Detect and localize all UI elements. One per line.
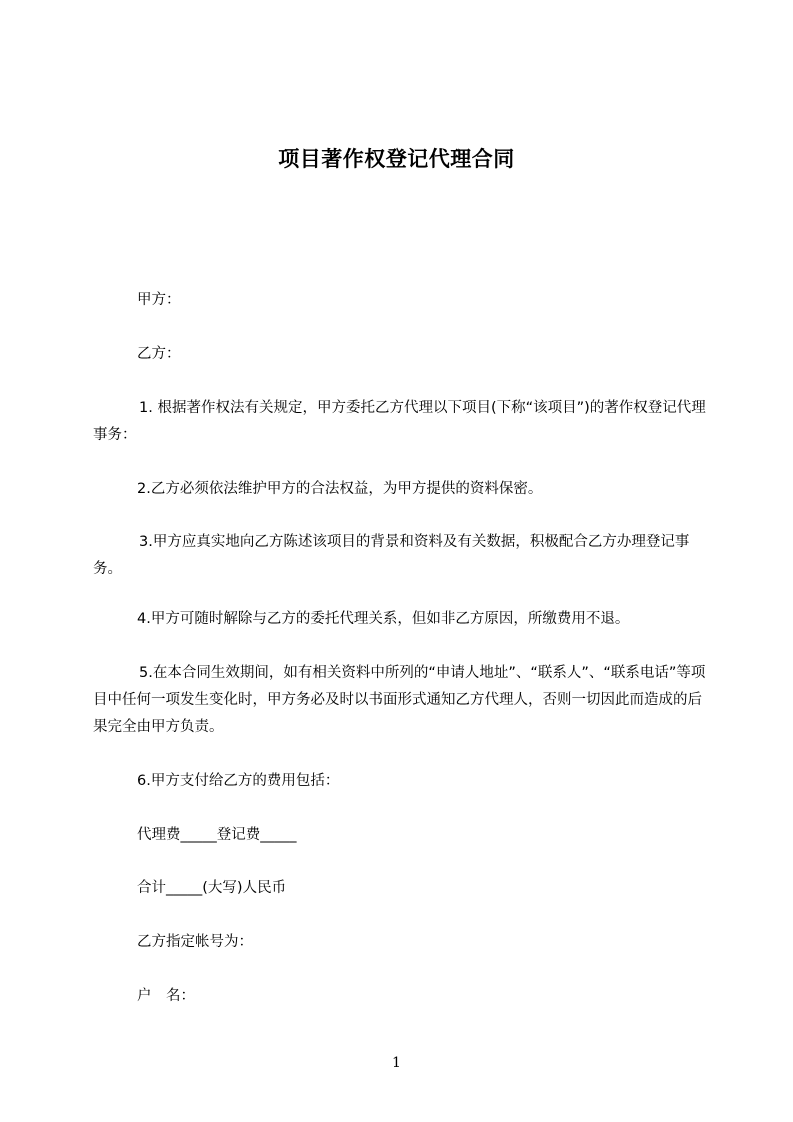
fee-items: 代理费_____登记费_____ [137,827,297,843]
document-title: 项目著作权登记代理合同 [278,147,515,171]
clause-1: 1. 根据著作权法有关规定，甲方委托乙方代理以下项目(下称“该项目”)的著作权登记代理事务： [93,400,706,443]
fee-total: 合计_____(大写)人民币 [137,880,287,896]
account-label: 乙方指定帐号为： [137,934,253,950]
clause-6: 6.甲方支付给乙方的费用包括： [137,773,340,789]
clause-3: 3.甲方应真实地向乙方陈述该项目的背景和资料及有关数据，积极配合乙方办理登记事务。 [93,534,690,577]
party-a-label: 甲方： [137,292,181,308]
clause-2: 2.乙方必须依法维护甲方的合法权益，为甲方提供的资料保密。 [137,481,543,497]
party-b-label: 乙方： [137,346,181,362]
page-number: 1 [392,1055,401,1071]
clause-4: 4.甲方可随时解除与乙方的委托代理关系，但如非乙方原因，所缴费用不退。 [137,611,630,627]
account-name-label: 户 名： [137,988,195,1004]
clause-5: 5.在本合同生效期间，如有相关资料中所列的“申请人地址”、“联系人”、“联系电话”等项目中任何一项发生变化时，甲方务必及时以书面形式通知乙方代理人，否则一切因此而造成的后果完全由甲方负责。 [93,665,706,735]
